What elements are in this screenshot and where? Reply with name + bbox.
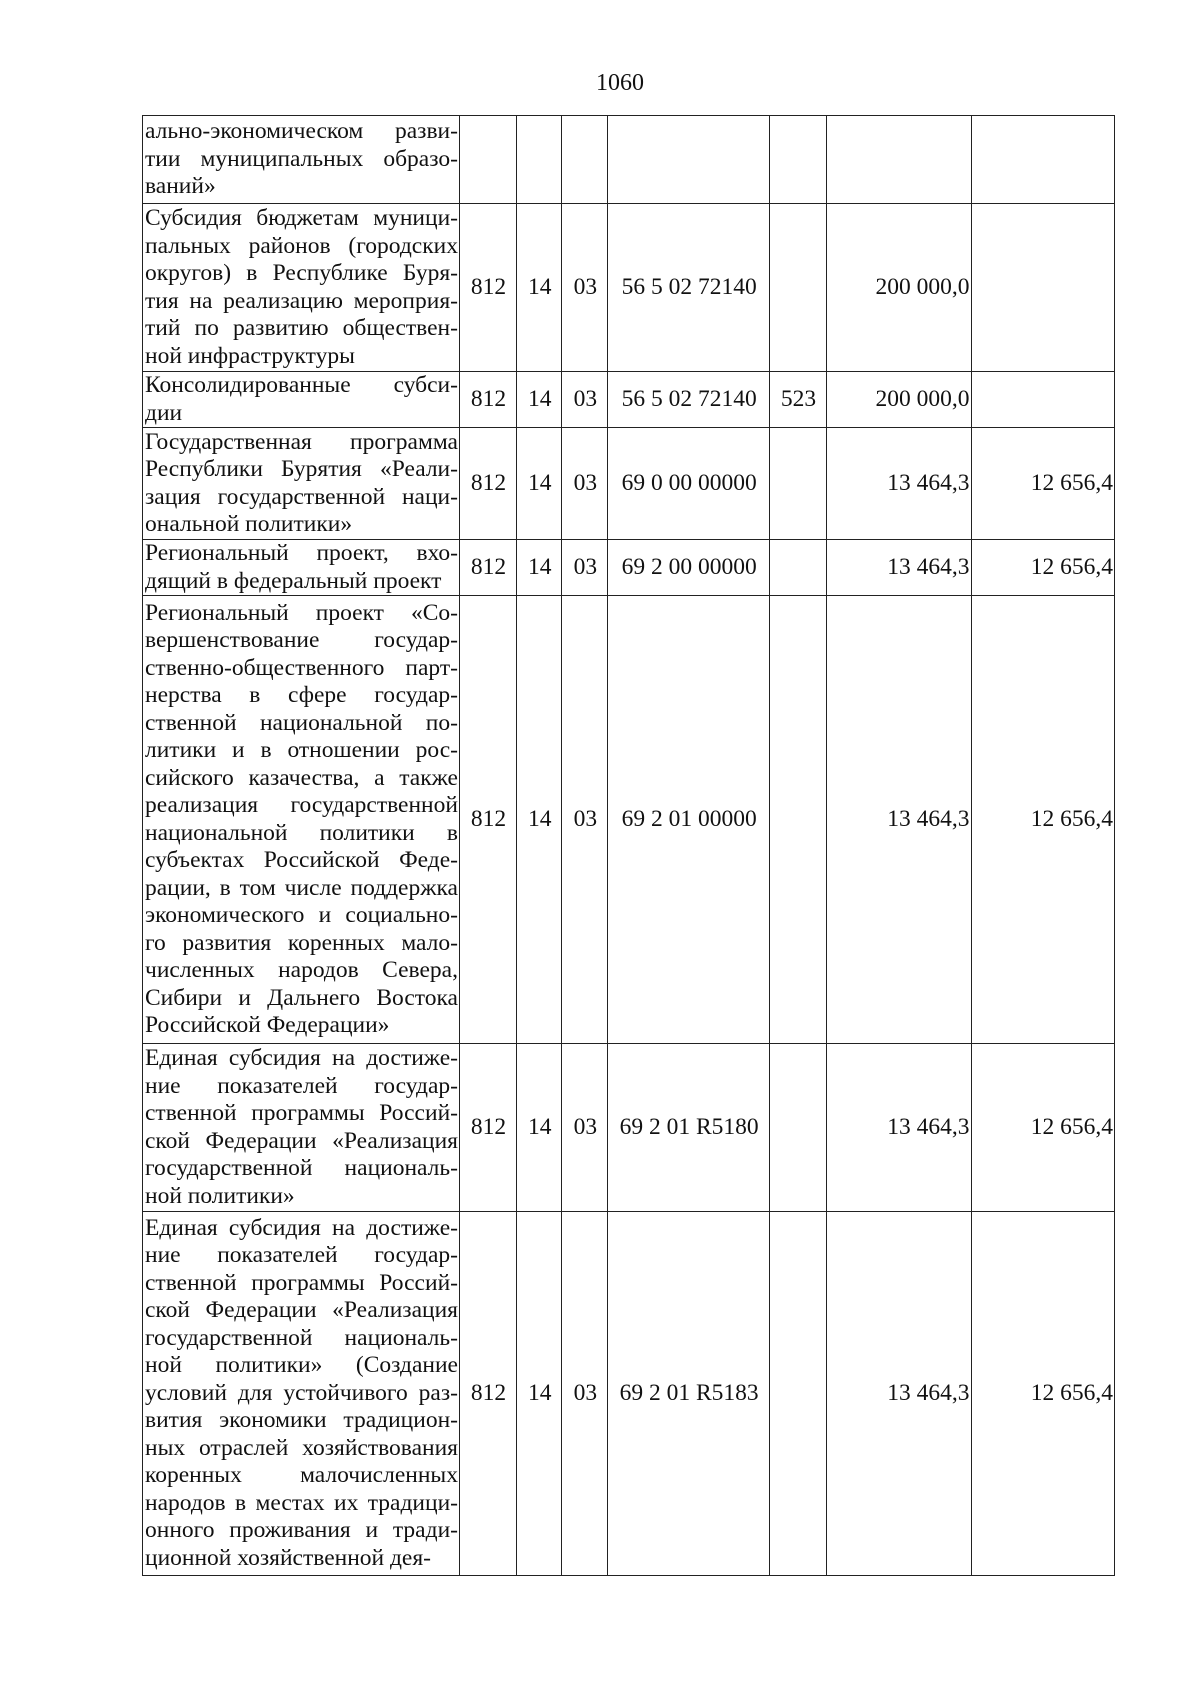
table-row [143,540,1115,596]
cell-amount-year1: 13 464,3 [827,1044,971,1212]
cell-subsection: 03 [562,1044,608,1212]
cell-target-article: 56 5 02 72140 [608,204,769,372]
item-name-line: Региональный проект «Со- [145,599,458,626]
item-name-line: тии муниципальных образо- [145,145,458,172]
item-name-line: ние показателей государ- [145,1242,458,1269]
item-name-line: вития экономики традицион- [145,1407,458,1434]
cell-amount-year2: 12 656,4 [971,540,1115,596]
item-name-line: ной инфраструктуры [145,342,355,369]
item-name-line: коренных малочисленных [145,1462,458,1489]
cell-subsection: 03 [562,1212,608,1576]
item-name-line: ние показателей государ- [145,1072,458,1099]
item-name-line: пальных районов (городских [145,232,458,259]
cell-item-name [143,116,460,204]
cell-item-name [143,596,460,1044]
cell-amount-year1 [827,116,971,204]
cell-section [517,116,562,204]
item-name-line: Республики Бурятия «Реали- [145,456,458,482]
cell-subsection: 03 [562,372,608,428]
cell-ministry: 812 [459,428,516,540]
item-name-line: Единая субсидия на достиже- [145,1214,458,1241]
cell-item-name [143,1212,460,1576]
cell-ministry: 812 [459,596,516,1044]
item-name-line: Консолидированные субси- [145,372,458,398]
cell-expense-type [769,1044,826,1212]
page-number: 1060 [596,70,644,96]
item-name-line: ально-экономическом разви- [145,118,458,145]
item-name-line: Региональный проект, вхо- [145,540,458,566]
cell-amount-year1: 13 464,3 [827,596,971,1044]
cell-expense-type [769,204,826,372]
table-body [143,116,1115,1576]
item-name-line: вершенствование государ- [145,627,458,653]
cell-ministry: 812 [459,204,516,372]
cell-ministry: 812 [459,372,516,428]
cell-section: 14 [517,428,562,540]
cell-item-name [143,372,460,428]
cell-target-article: 69 0 00 00000 [608,428,769,540]
cell-item-name [143,204,460,372]
cell-target-article: 69 2 01 R5183 [608,1212,769,1576]
table-row [143,116,1115,204]
cell-subsection: 03 [562,204,608,372]
cell-expense-type [769,1212,826,1576]
item-name-line: ной политики» (Создание [145,1352,458,1379]
item-name-line: условий для устойчивого раз- [145,1379,458,1406]
cell-expense-type [769,428,826,540]
cell-subsection: 03 [562,596,608,1044]
item-name-line: субъектах Российской Феде- [145,847,458,873]
item-name-line: ных отраслей хозяйствования [145,1434,458,1461]
item-name-line: Государственная программа [145,428,458,455]
cell-section: 14 [517,204,562,372]
item-name-line: ной политики» [145,1182,295,1209]
cell-target-article [608,116,769,204]
cell-section: 14 [517,372,562,428]
cell-ministry: 812 [459,540,516,596]
item-name-line: дящий в федеральный проект [145,567,442,594]
item-name-line: Субсидия бюджетам муници- [145,205,458,231]
item-name-line: Единая субсидия на достиже- [145,1045,458,1071]
item-name-line: рации, в том числе поддержка [145,874,458,901]
cell-section: 14 [517,540,562,596]
cell-amount-year2 [971,372,1115,428]
cell-section: 14 [517,1044,562,1212]
item-name-line: округов) в Республике Буря- [145,260,458,286]
table-row [143,1212,1115,1576]
cell-amount-year2: 12 656,4 [971,596,1115,1044]
table-row [143,596,1115,1044]
item-name-line: ственной программы Россий- [145,1269,458,1296]
item-name-line: национальной политики в [145,819,458,846]
item-name-line: сийского казачества, а также [145,764,458,791]
item-name-line: дии [145,399,183,426]
item-name-line: Сибири и Дальнего Востока [145,984,458,1011]
cell-ministry: 812 [459,1044,516,1212]
cell-target-article: 69 2 00 00000 [608,540,769,596]
item-name-line: нерства в сфере государ- [145,682,458,708]
cell-target-article: 69 2 01 R5180 [608,1044,769,1212]
budget-table [142,115,1115,1576]
item-name-line: ственно-общественного парт- [145,654,458,681]
cell-ministry [459,116,516,204]
item-name-line: реализация государственной [145,792,458,818]
item-name-line: ственной национальной по- [145,709,458,736]
item-name-line: тий по развитию обществен- [145,315,458,341]
cell-section: 14 [517,1212,562,1576]
item-name-line: численных народов Севера, [145,957,458,983]
cell-expense-type [769,540,826,596]
cell-amount-year2: 12 656,4 [971,428,1115,540]
item-name-line: онного проживания и тради- [145,1517,458,1544]
cell-section: 14 [517,596,562,1044]
cell-amount-year2: 12 656,4 [971,1212,1115,1576]
item-name-line: зация государственной наци- [145,483,458,510]
cell-amount-year2 [971,116,1115,204]
item-name-line: ской Федерации «Реализация [145,1127,458,1154]
cell-amount-year1: 200 000,0 [827,204,971,372]
item-name-line: экономического и социально- [145,902,458,928]
item-name-line: ционной хозяйственной дея- [145,1544,431,1571]
cell-item-name [143,540,460,596]
cell-expense-type [769,116,826,204]
cell-item-name [143,428,460,540]
cell-amount-year2 [971,204,1115,372]
item-name-line: ственной программы Россий- [145,1100,458,1126]
table-row [143,204,1115,372]
table-row [143,428,1115,540]
cell-item-name [143,1044,460,1212]
cell-subsection: 03 [562,540,608,596]
cell-expense-type: 523 [769,372,826,428]
cell-expense-type [769,596,826,1044]
cell-target-article: 69 2 01 00000 [608,596,769,1044]
table-row [143,372,1115,428]
cell-amount-year1: 13 464,3 [827,428,971,540]
item-name-line: го развития коренных мало- [145,929,458,956]
cell-amount-year1: 13 464,3 [827,1212,971,1576]
cell-amount-year2: 12 656,4 [971,1044,1115,1212]
item-name-line: литики и в отношении рос- [145,737,458,763]
cell-subsection [562,116,608,204]
cell-subsection: 03 [562,428,608,540]
cell-ministry: 812 [459,1212,516,1576]
item-name-line: ской Федерации «Реализация [145,1297,458,1324]
item-name-line: тия на реализацию мероприя- [145,287,458,314]
item-name-line: ваний» [145,173,216,200]
cell-target-article: 56 5 02 72140 [608,372,769,428]
item-name-line: государственной националь- [145,1324,458,1351]
cell-amount-year1: 13 464,3 [827,540,971,596]
cell-amount-year1: 200 000,0 [827,372,971,428]
table-row [143,1044,1115,1212]
item-name-line: государственной националь- [145,1155,458,1181]
item-name-line: Российской Федерации» [145,1012,390,1038]
item-name-line: ональной политики» [145,511,353,537]
item-name-line: народов в местах их традици- [145,1489,458,1516]
